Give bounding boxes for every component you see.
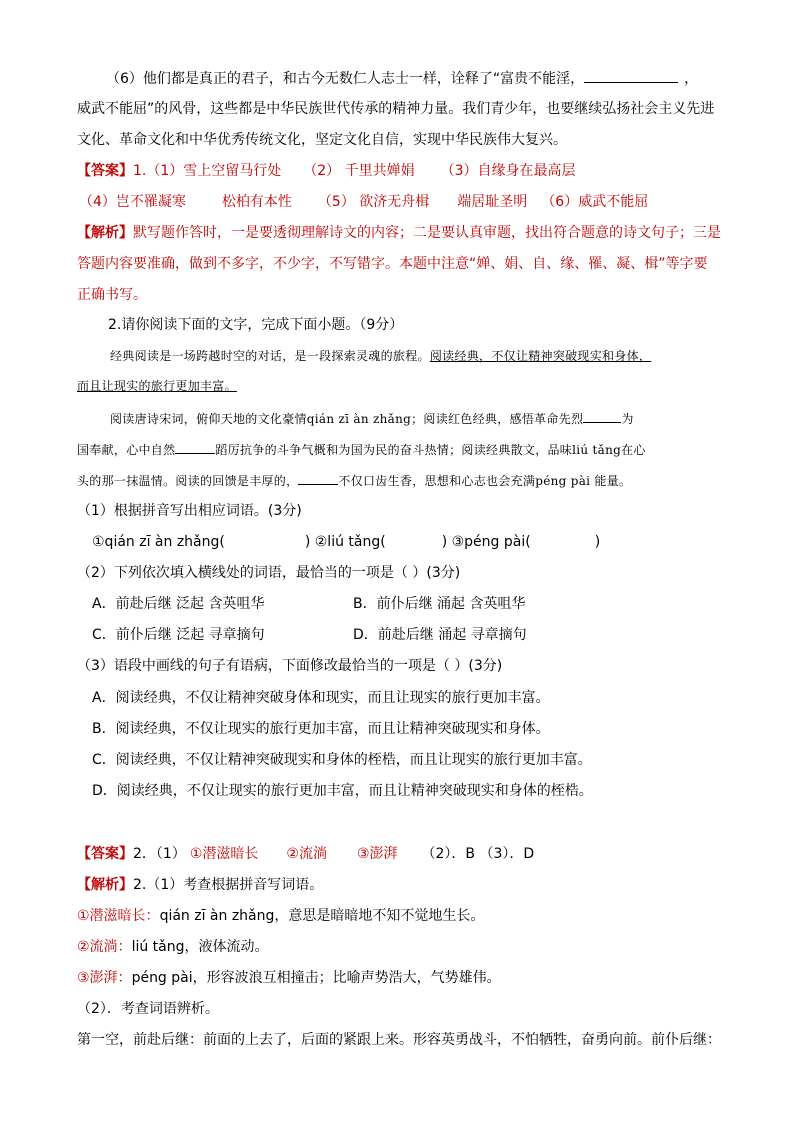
term-label: ②流淌：: [77, 939, 132, 955]
fill-blank: [298, 471, 338, 485]
analysis-2-line-2: [77, 907, 484, 925]
passage-p1-line-1: [110, 347, 651, 365]
passage-text: 蹈厉抗争的斗争气概和为国为民的奋斗热情；阅读经典散文，品味liú tǎng在心: [215, 443, 646, 457]
q6-text: （6）他们都是真正的君子，和古今无数仁人志士一样，诠释了“富贵不能淫，: [106, 71, 585, 87]
option-3D: D．阅读经典，不仅让现实的旅行更加丰富，而且让精神突破现实和身体的桎梏。: [92, 783, 593, 799]
q6-line-2: 威武不能屈”的风骨，这些都是中华民族世代传承的精神力量。我们青少年，也要继续弘扬社会主义先进: [77, 101, 715, 117]
term-definition: liú tǎng，液体流动。: [131, 939, 269, 955]
answer-item: 1.（1）雪上空留马行处: [133, 163, 282, 179]
option-3C: C．阅读经典，不仅让精神突破现实和身体的桎梏，而且让现实的旅行更加丰富。: [92, 752, 592, 768]
analysis-text: 2.（1）考查根据拼音写词语。: [133, 877, 324, 893]
answer-item: （4）岂不罹凝寒: [79, 194, 186, 210]
passage-text: 经典阅读是一场跨越时空的对话，是一段探索灵魂的旅程。: [110, 349, 430, 363]
passage-text: 为: [621, 412, 634, 426]
option-2A: A．前赴后继 泛起 含英咀华: [92, 596, 265, 612]
analysis-1-line-1: [77, 224, 721, 242]
answer-rest: （2）．B （3）．D: [421, 846, 535, 862]
passage-p2-line-3: [77, 471, 631, 490]
pinyin-prompt: ①qián zī àn zhǎng(: [92, 534, 225, 550]
term-definition: péng pài，形容波浪互相撞击；比喻声势浩大，气势雄伟。: [131, 970, 501, 986]
answer-number: 2．（1）: [133, 846, 186, 862]
fill-blank: [175, 440, 215, 454]
fill-blank: [583, 409, 621, 423]
passage-text: 头的那一抹温情。阅读的回馈是丰厚的，: [77, 474, 299, 488]
term-label: ③澎湃：: [77, 970, 132, 986]
analysis-tag: 【解析】: [77, 225, 133, 241]
analysis-1-line-2: 答题内容要准确，做到不多字，不少字，不写错字。本题中注意“婵、娟、自、缘、罹、凝、楫”等字要: [77, 256, 708, 272]
answer-item: （6）威武不能屈: [541, 194, 649, 210]
term-definition: qián zī àn zhǎng，意思是暗暗地不知不觉地生长。: [159, 908, 485, 924]
q6-text-end: ，: [684, 71, 699, 87]
passage-text: 不仅口齿生香，思想和心志也会充满péng pài 能量。: [338, 474, 632, 488]
analysis-2-line-5: （2）．考查词语辨析。: [77, 1001, 219, 1017]
answer-item: 松柏有本性: [221, 194, 292, 210]
analysis-1-line-3: 正确书写。: [77, 287, 147, 303]
answer-item: （5） 欲济无舟楫: [317, 194, 430, 210]
answer-item: ②流淌: [286, 846, 327, 862]
pinyin-prompt: ): [594, 534, 601, 550]
answer-item: ①潜滋暗长: [189, 846, 259, 862]
answer-tag: 【答案】: [77, 163, 133, 179]
option-2D: D．前赴后继 涌起 寻章摘句: [353, 627, 527, 643]
option-2C: C．前仆后继 泛起 寻章摘句: [92, 627, 265, 643]
sub-question-2: （2）下列依次填入横线处的词语，最恰当的一项是（ ）(3分): [77, 565, 461, 581]
answer-tag: 【答案】: [77, 846, 133, 862]
question-2-title: 2.请你阅读下面的文字，完成下面小题。（9分）: [108, 317, 404, 333]
sub-question-1-blanks: [92, 533, 600, 551]
passage-text: 阅读唐诗宋词，俯仰天地的文化豪情qián zī àn zhǎng；阅读红色经典，感悟革命先烈: [110, 412, 584, 426]
underlined-sentence: 阅读经典，不仅让精神突破现实和身体，: [429, 349, 652, 363]
q6-line-3: 文化、革命文化和中华优秀传统文化，坚定文化自信，实现中华民族伟大复兴。: [77, 132, 567, 148]
option-3A: A．阅读经典，不仅让精神突破身体和现实，而且让现实的旅行更加丰富。: [92, 690, 550, 706]
answer-item: （2） 千里共婵娟: [303, 163, 415, 179]
sub-question-3: （3）语段中画线的句子有语病，下面修改最恰当的一项是（ ）(3分): [77, 658, 503, 674]
q6-line-1: [106, 69, 698, 88]
analysis-2-line-1: [77, 876, 323, 894]
option-3B: B．阅读经典，不仅让现实的旅行更加丰富，而且让精神突破现实和身体。: [92, 721, 550, 737]
passage-p2-line-1: [110, 409, 634, 428]
answer-1-line-2: [79, 193, 648, 211]
underlined-sentence-end: 而且让现实的旅行更加丰富。: [77, 379, 237, 393]
answer-2-line: [77, 845, 534, 863]
answer-1-line: [77, 162, 576, 180]
analysis-tag: 【解析】: [77, 877, 133, 893]
answer-blank: [584, 69, 678, 83]
analysis-2-line-6: 第一空，前赴后继：前面的上去了，后面的紧跟上来。形容英勇战斗，不怕牺牲，奋勇向前。前仆后继：: [77, 1032, 721, 1048]
analysis-2-line-4: [77, 969, 501, 987]
analysis-2-line-3: [77, 938, 269, 956]
passage-p2-line-2: [77, 440, 646, 459]
analysis-text: 默写题作答时，一是要透彻理解诗文的内容；二是要认真审题，找出符合题意的诗文句子；三是: [133, 225, 721, 241]
term-label: ①潜滋暗长：: [77, 908, 160, 924]
answer-item: ③澎湃: [356, 846, 398, 862]
answer-item: （3）自缘身在最高层: [440, 163, 576, 179]
pinyin-prompt: ) ②liú tǎng(: [304, 534, 386, 550]
pinyin-prompt: ) ③péng pài(: [441, 534, 531, 550]
option-2B: B．前仆后继 涌起 含英咀华: [353, 596, 526, 612]
answer-item: 端居耻圣明: [457, 194, 528, 210]
passage-text: 国奉献，心中自然: [77, 443, 176, 457]
sub-question-1: （1）根据拼音写出相应词语。(3分): [77, 503, 302, 519]
